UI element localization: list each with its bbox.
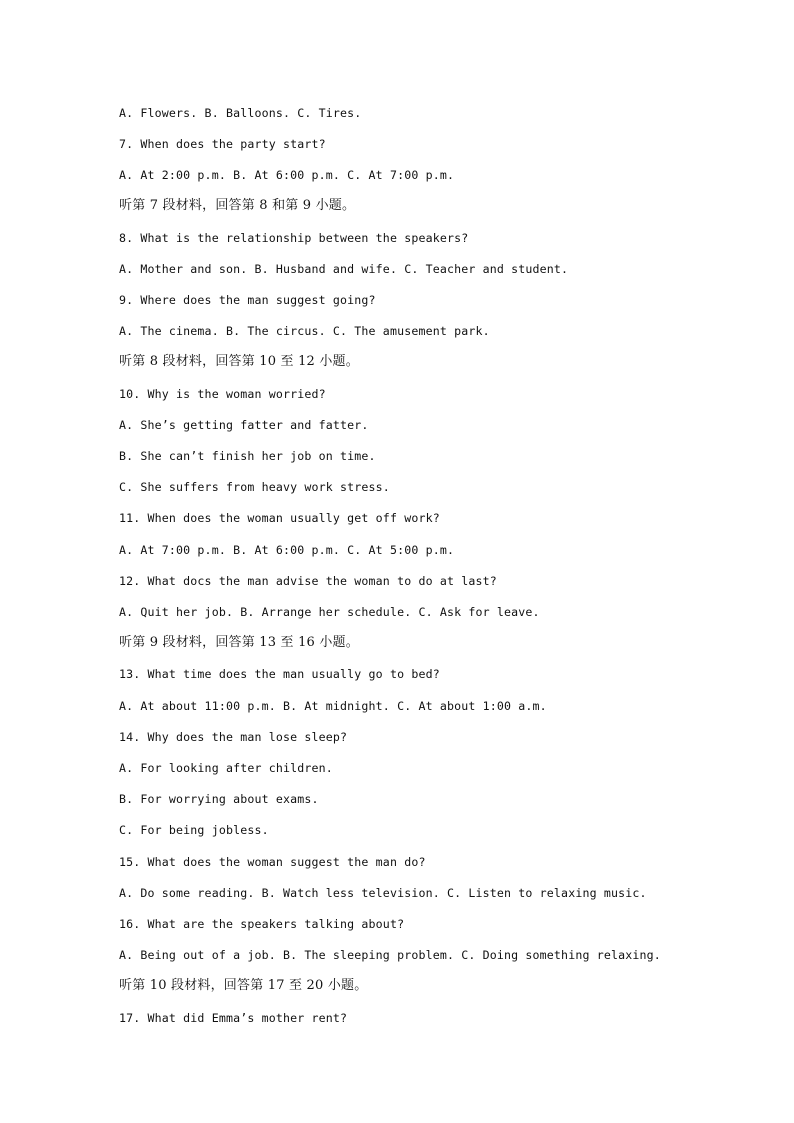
- answer-option-q14-a: A. For looking after children.: [119, 761, 333, 775]
- question-11: 11. When does the woman usually get off work?: [119, 511, 440, 525]
- answer-option-q14-b: B. For worrying about exams.: [119, 792, 319, 806]
- answer-option-q10-c: C. She suffers from heavy work stress.: [119, 480, 390, 494]
- section-instruction-8: 听第 8 段材料，回答第 10 至 12 小题。: [119, 354, 359, 369]
- question-17: 17. What did Emma’s mother rent?: [119, 1011, 348, 1025]
- question-8: 8. What is the relationship between the speakers?: [119, 231, 469, 245]
- question-9: 9. Where does the man suggest going?: [119, 293, 376, 307]
- answer-options-q9: A. The cinema. B. The circus. C. The amusement park.: [119, 324, 490, 338]
- answer-option-q10-a: A. She’s getting fatter and fatter.: [119, 418, 369, 432]
- answer-option-q10-b: B. She can’t finish her job on time.: [119, 449, 376, 463]
- section-instruction-10: 听第 10 段材料，回答第 17 至 20 小题。: [119, 978, 368, 993]
- question-10: 10. Why is the woman worried?: [119, 387, 326, 401]
- question-14: 14. Why does the man lose sleep?: [119, 730, 348, 744]
- question-7: 7. When does the party start?: [119, 137, 326, 151]
- answer-options-q12: A. Quit her job. B. Arrange her schedule. C. Ask for leave.: [119, 605, 540, 619]
- answer-options-q13: A. At about 11:00 p.m. B. At midnight. C. At about 1:00 a.m.: [119, 699, 547, 713]
- answer-options-q15: A. Do some reading. B. Watch less television. C. Listen to relaxing music.: [119, 886, 647, 900]
- question-16: 16. What are the speakers talking about?: [119, 917, 405, 931]
- section-instruction-9: 听第 9 段材料，回答第 13 至 16 小题。: [119, 635, 359, 650]
- section-instruction-7: 听第 7 段材料，回答第 8 和第 9 小题。: [119, 198, 356, 213]
- question-15: 15. What does the woman suggest the man do?: [119, 855, 426, 869]
- answer-option-q14-c: C. For being jobless.: [119, 823, 269, 837]
- answer-options-q6: A. Flowers. B. Balloons. C. Tires.: [119, 106, 362, 120]
- answer-options-q8: A. Mother and son. B. Husband and wife. C. Teacher and student.: [119, 262, 569, 276]
- answer-options-q7: A. At 2:00 p.m. B. At 6:00 p.m. C. At 7:00 p.m.: [119, 168, 455, 182]
- answer-options-q11: A. At 7:00 p.m. B. At 6:00 p.m. C. At 5:00 p.m.: [119, 543, 455, 557]
- answer-options-q16: A. Being out of a job. B. The sleeping problem. C. Doing something relaxing.: [119, 948, 661, 962]
- question-12: 12. What docs the man advise the woman to do at last?: [119, 574, 497, 588]
- question-13: 13. What time does the man usually go to bed?: [119, 667, 440, 681]
